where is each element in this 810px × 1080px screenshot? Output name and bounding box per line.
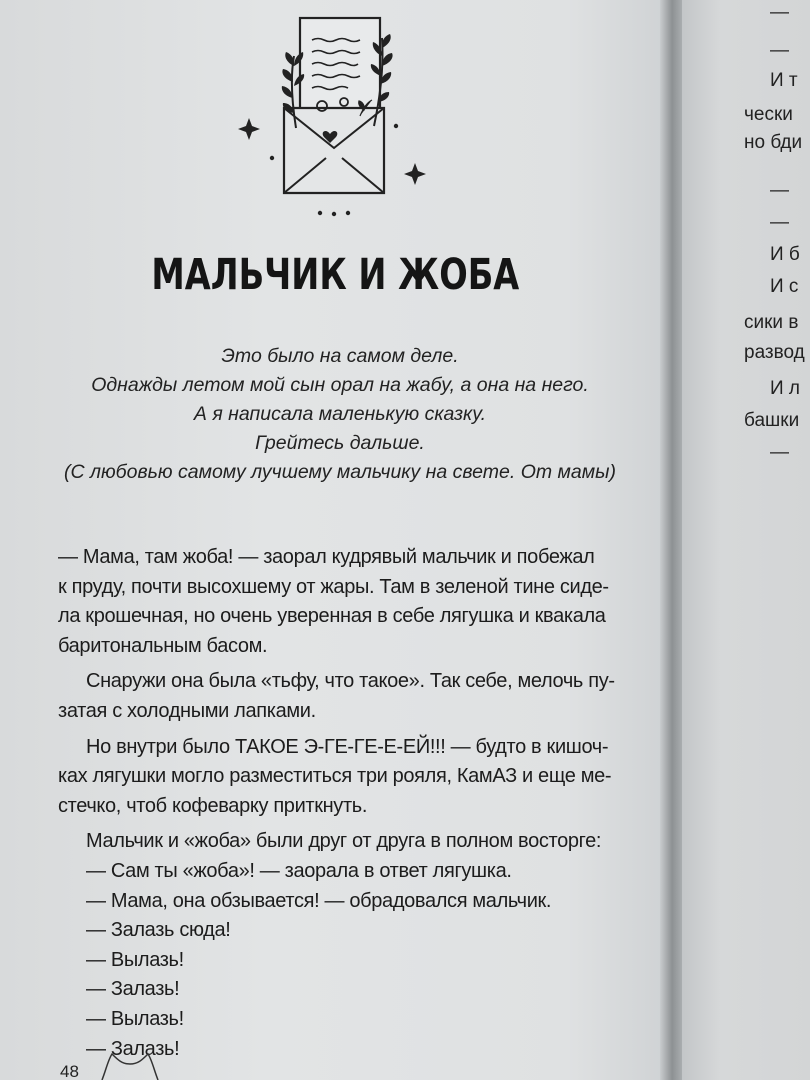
epigraph-line: Грейтесь дальше. [255, 432, 425, 454]
body-line: стечко, чтоб кофеварку приткнуть. [58, 794, 368, 817]
body-line: баритональным басом. [58, 634, 268, 657]
body-line: — Сам ты «жоба»! — заорала в ответ лягушка. [86, 859, 512, 882]
right-page-edge [682, 0, 810, 1080]
book-gutter [660, 0, 682, 1080]
epigraph-line: (С любовью самому лучшему мальчику на свете. От мамы) [64, 461, 616, 483]
body-line: к пруду, почти высохшему от жары. Там в зеленой тине сиде- [58, 575, 609, 598]
next-page-line: И с [770, 276, 799, 297]
cat-ears-doodle [100, 1050, 160, 1080]
next-page-line: чески [744, 104, 793, 125]
next-page-line: но бди [744, 132, 803, 153]
body-line: — Мама, там жоба! — заорал кудрявый мальчик и побежал [58, 546, 595, 568]
epigraph-line: Однажды летом мой сын орал на жабу, а она на него. [91, 374, 589, 396]
next-page-line: — [770, 442, 789, 463]
next-page-line: — [770, 180, 789, 201]
next-page-line: И б [770, 244, 800, 265]
body-line: — Вылазь! [86, 948, 184, 971]
chapter-title: МАЛЬЧИК И ЖОБА [151, 250, 520, 300]
body-line: ла крошечная, но очень уверенная в себе лягушка и квакала [58, 605, 606, 628]
page-number: 48 [60, 1062, 79, 1080]
body-line: — Вылазь! [86, 1007, 184, 1030]
epigraph-line: Это было на самом деле. [221, 345, 459, 367]
body-line: затая с холодными лапками. [58, 699, 316, 722]
next-page-line: сики в [744, 312, 799, 333]
epigraph-line: А я написала маленькую сказку. [193, 403, 487, 425]
body-line: — Мама, она обзывается! — обрадовался мальчик. [86, 889, 552, 912]
body-line: Снаружи она была «тьфу, что такое». Так себе, мелочь пу- [86, 670, 615, 693]
next-page-line: — [770, 212, 789, 233]
next-page-line: башки [744, 410, 800, 431]
body-line: Но внутри было ТАКОЕ Э-ГЕ-ГЕ-Е-ЕЙ!!! — будто в кишоч- [86, 735, 609, 758]
body-line: Мальчик и «жоба» были друг от друга в полном восторге: [86, 830, 602, 853]
body-line: — Залазь сюда! [86, 919, 231, 942]
epigraph [40, 342, 640, 487]
next-page-line: И т [770, 70, 798, 91]
next-page-line: развод [744, 342, 805, 363]
next-page-line: — [770, 2, 789, 23]
body-line: — Залазь! [86, 978, 180, 1001]
body-line: ках лягушки могло разместиться три рояля, КамАЗ и еще ме- [58, 765, 612, 788]
body-line: — Залазь! [86, 1037, 180, 1060]
story-body [58, 543, 633, 1064]
next-page-line: — [770, 40, 789, 61]
envelope-letter-illustration [234, 8, 434, 223]
next-page-line: И л [770, 378, 801, 399]
